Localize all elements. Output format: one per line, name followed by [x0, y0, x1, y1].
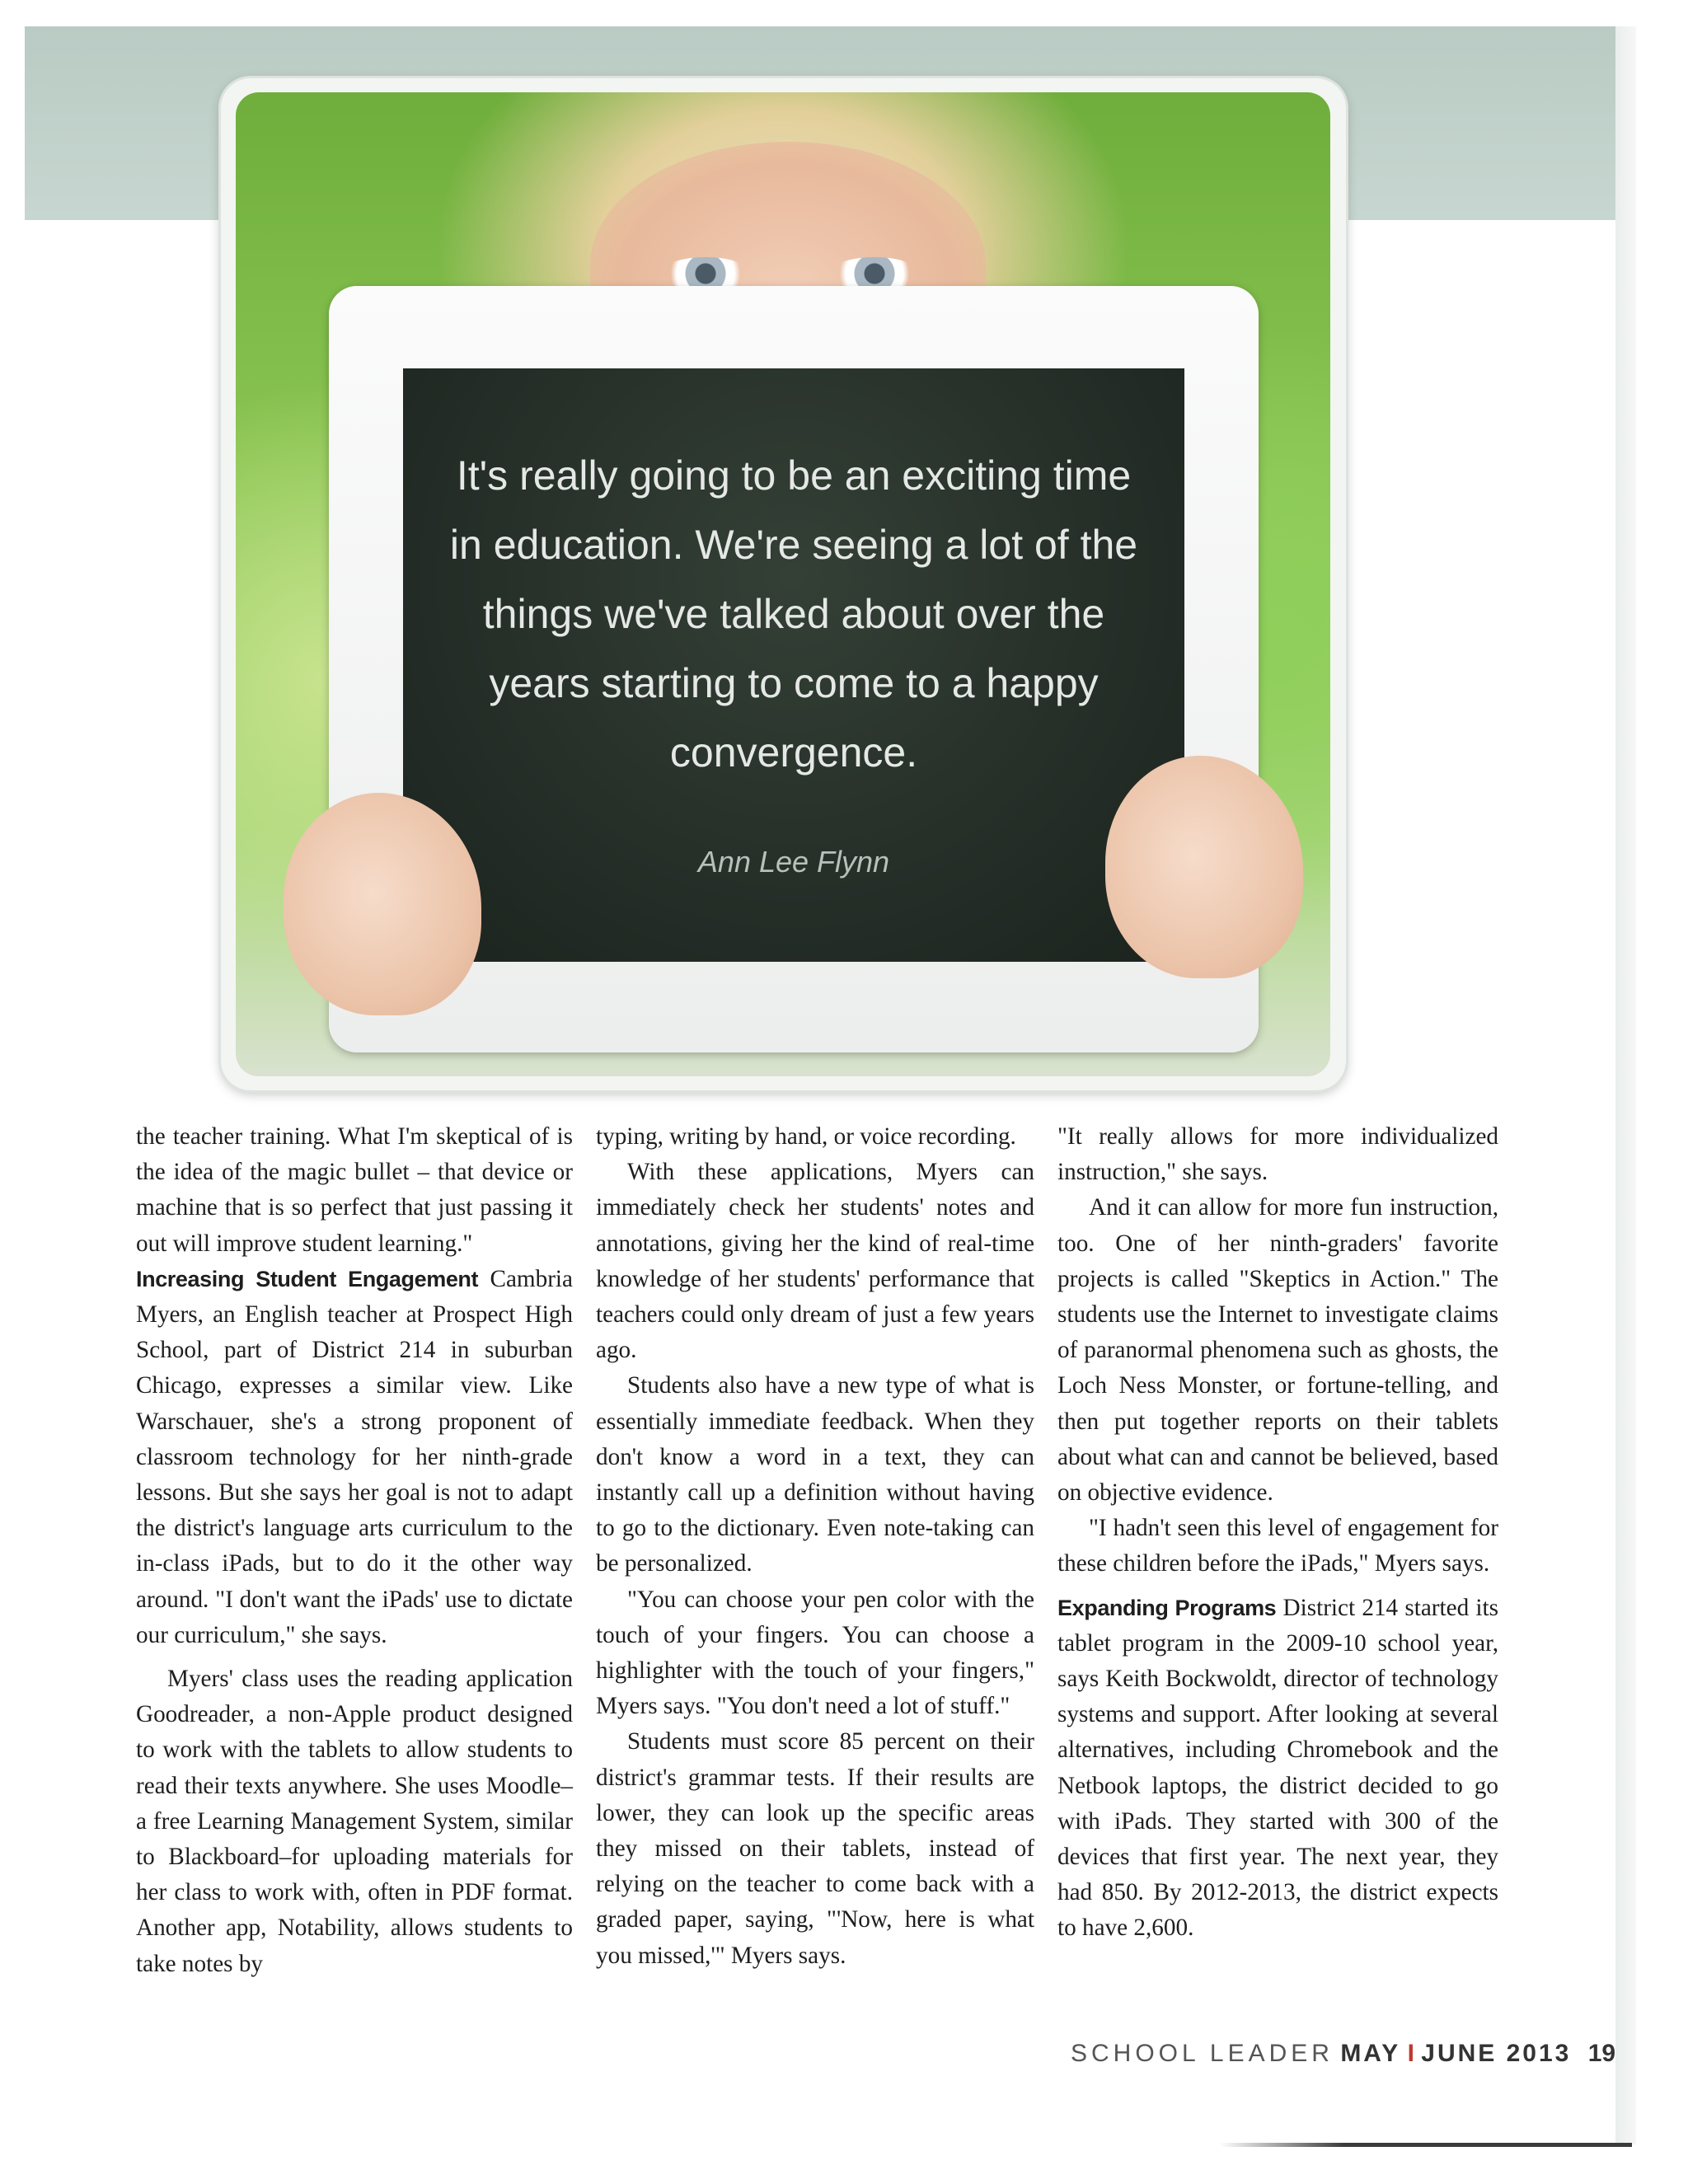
paragraph: [1057, 1591, 1498, 1947]
publication-name: SCHOOL LEADER: [1071, 2040, 1334, 2067]
pull-quote: It's really going to be an exciting time in education. We're seeing a lot of the things we've talked about over the years starting to come to a happy convergence.: [449, 452, 1138, 776]
issue-month-2: JUNE 2013: [1421, 2040, 1572, 2067]
paragraph-body: District 214 started its tablet program in the 2009-10 school year, says Keith Bockwoldt, director of technology systems and support. After looking at several alternatives, including Chromebook and the Netbook laptops, the district decided to go with iPads. They started with 300 of the devices that first year. The next year, they had 850. By 2012-2013, the district expects to have 2,600.: [1057, 1594, 1498, 1942]
page-edge-shadow: [1615, 26, 1636, 2144]
paragraph: With these applications, Myers can immediately check her students' notes and annotations, giving her the kind of real-time knowledge of her students' performance that teachers could only dream of just a few years ago.: [596, 1159, 1034, 1364]
paragraph: Myers' class uses the reading application Goodreader, a non-Apple product designed to work with the tablets to allow students to read their texts anywhere. She uses Moodle–a free Learning Management System, similar to Blackboard–for uploading materials for her class to work with, often in PDF format. Another app, Notability, allows students to take notes by: [136, 1666, 573, 1977]
paragraph: typing, writing by hand, or voice recording.: [596, 1123, 1016, 1150]
paragraph: "You can choose your pen color with the touch of your fingers. You can choose a highlighter with the touch of your fingers," Myers says. "You don't need a lot of stuff.": [596, 1586, 1034, 1720]
paragraph-body: Cambria Myers, an English teacher at Prospect High School, part of District 214 in suburban Chicago, expresses a similar view. Like Warschauer, she's a strong proponent of classroom technology for her ninth-grade lessons. But she says her goal is not to adapt the district's language arts curriculum to the in-class iPads, but to do it the other way around. "I don't want the iPads' use to dictate our curriculum," she says.: [136, 1265, 573, 1648]
footer-separator: I: [1407, 2040, 1414, 2067]
paragraph: Students also have a new type of what is essentially immediate feedback. When they don't know a word in a text, they can instantly call up a definition without having to go to the dictionary. Even note-taking can be personalized.: [596, 1372, 1034, 1577]
section-lead-in: Increasing Student Engagement: [136, 1266, 479, 1291]
article-column-2: [596, 1119, 1034, 1974]
paragraph: And it can allow for more fun instruction, too. One of her ninth-graders' favorite projects is called "Skeptics in Action." The students use the Internet to investigate claims of paranormal phenomena such as ghosts, the Loch Ness Monster, or fortune-telling, and then put together reports on their tablets about what can and cannot be believed, based on objective evidence.: [1057, 1194, 1498, 1507]
child-with-tablet-photo: [236, 92, 1330, 1076]
issue-month-1: MAY: [1340, 2040, 1401, 2067]
paragraph: Students must score 85 percent on their district's grammar tests. If their results are lower, they can look up the specific areas they missed on their tablets, instead of relying on the teacher to come back with a graded paper, saying, "'Now, here is what you missed,'" Myers says.: [596, 1728, 1034, 1969]
tablet-screen: [403, 368, 1184, 962]
right-hand: [1105, 756, 1303, 978]
paragraph: [136, 1262, 573, 1653]
page-number: 19: [1587, 2040, 1616, 2067]
left-eye: [660, 257, 751, 290]
right-eye: [829, 257, 920, 290]
paragraph: the teacher training. What I'm skeptical of is the idea of the magic bullet – that device or machine that is so perfect that just passing it out will improve student learning.": [136, 1123, 573, 1257]
article-column-1: [136, 1119, 573, 1982]
paragraph: "It really allows for more individualized instruction," she says.: [1057, 1123, 1498, 1186]
paragraph: "I hadn't seen this level of engagement for these children before the iPads," Myers says.: [1057, 1515, 1498, 1577]
section-lead-in: Expanding Programs: [1057, 1595, 1277, 1620]
scan-edge-line: [1220, 2143, 1632, 2147]
page-footer: [1071, 2040, 1616, 2068]
quote-attribution: Ann Lee Flynn: [697, 845, 890, 879]
article-column-3: [1057, 1119, 1498, 1947]
